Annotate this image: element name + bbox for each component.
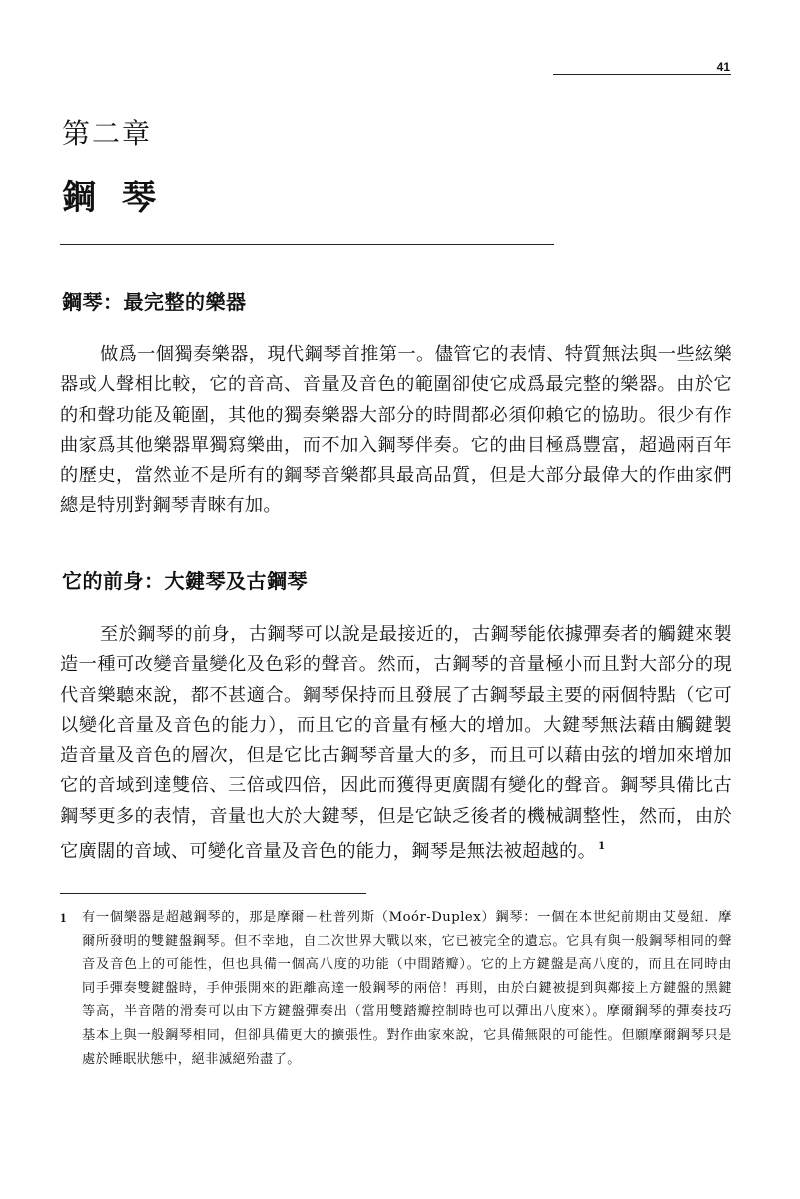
footnote-text: 有一個樂器是超越鋼琴的，那是摩爾－杜普列斯（Moór-Duplex）鋼琴：一個在本世紀前期由艾曼紐．摩爾所發明的雙鍵盤鋼琴。但不幸地，自二次世界大戰以來，它已被完全的遺忘。它具有與一般鋼琴相同的聲音及音色上的可能性，但也具備一個高八度的功能（中間踏瓣）。它的上方鍵盤是高八度的，而且在同時由同手彈奏雙鍵盤時，手伸張開來的距離高達一般鋼琴的兩倍！再則，由於白鍵被提到與鄰接上方鍵盤的黑鍵等高，半音階的滑奏可以由下方鍵盤彈奏出（當用雙踏瓣控制時也可以彈出八度來）。摩爾鋼琴的彈奏技巧基本上與一般鋼琴相同，但卻具備更大的擴張性。對作曲家來說，它具備無限的可能性。但願摩爾鋼琴只是處於睡眠狀態中，絕非滅絕殆盡了。 bbox=[82, 910, 732, 1067]
section-paragraph-predecessors bbox=[60, 620, 732, 867]
section-heading-piano: 鋼琴：最完整的樂器 bbox=[62, 290, 247, 314]
chapter-divider bbox=[60, 244, 554, 245]
footnote-divider bbox=[60, 893, 366, 894]
section-heading-predecessors: 它的前身：大鍵琴及古鋼琴 bbox=[62, 569, 308, 593]
section-paragraph-piano: 做爲一個獨奏樂器，現代鋼琴首推第一。儘管它的表情、特質無法與一些絃樂器或人聲相比較，它的音高、音量及音色的範圍卻使它成爲最完整的樂器。由於它的和聲功能及範圍，其他的獨奏樂器大部分的時間都必須仰賴它的協助。很少有作曲家爲其他樂器單獨寫樂曲，而不加入鋼琴伴奏。它的曲目極爲豐富，超過兩百年的歷史，當然並不是所有的鋼琴音樂都具最高品質，但是大部分最偉大的作曲家們總是特別對鋼琴青睞有加。 bbox=[60, 344, 732, 517]
footnote-reference[interactable]: 1 bbox=[598, 841, 606, 853]
footnote-number: 1 bbox=[60, 910, 67, 925]
header-rule bbox=[553, 74, 731, 75]
page-number: 41 bbox=[716, 60, 730, 74]
section-paragraph-predecessors-text: 至於鋼琴的前身，古鋼琴可以說是最接近的，古鋼琴能依據彈奏者的觸鍵來製造一種可改變音量變化及色彩的聲音。然而，古鋼琴的音量極小而且對大部分的現代音樂聽來說，都不甚適合。鋼琴保持而且發展了古鋼琴最主要的兩個特點（它可以變化音量及音色的能力），而且它的音量有極大的增加。大鍵琴無法藉由觸鍵製造音量及音色的層次，但是它比古鋼琴音量大的多，而且可以藉由弦的增加來增加它的音域到達雙倍、三倍或四倍，因此而獲得更廣闊有變化的聲音。鋼琴具備比古鋼琴更多的表情，音量也大於大鍵琴，但是它缺乏後者的機械調整性，然而，由於它廣闊的音域、可變化音量及音色的能力，鋼琴是無法被超越的。 bbox=[60, 624, 732, 863]
chapter-label: 第二章 bbox=[62, 117, 153, 150]
chapter-title: 鋼琴 bbox=[62, 178, 182, 218]
footnote bbox=[60, 906, 732, 1071]
